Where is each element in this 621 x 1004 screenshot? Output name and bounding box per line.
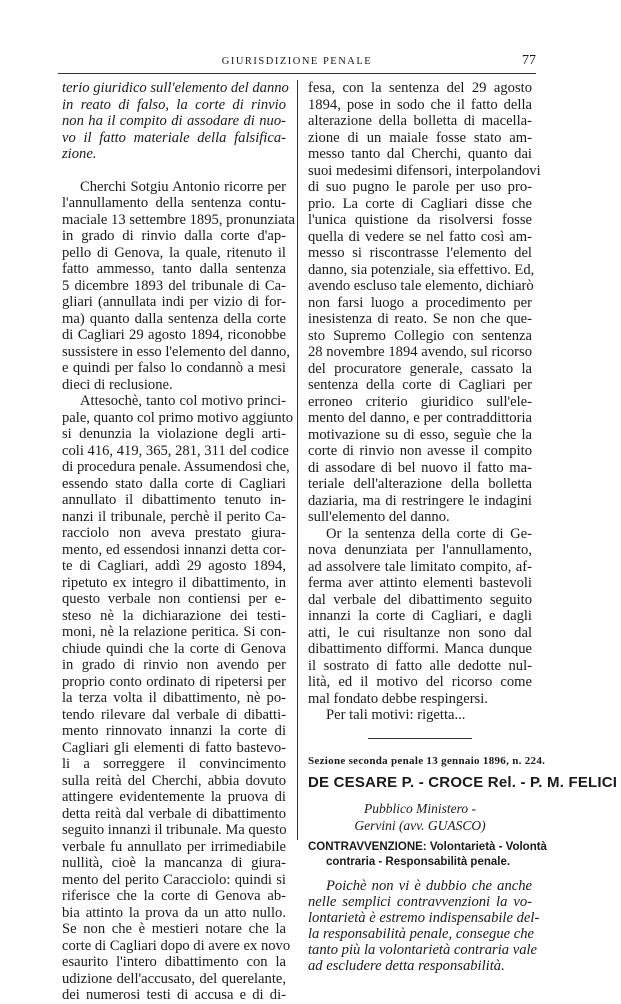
text-line: attingere evidentemente la pruova di [62, 789, 286, 805]
text-line: vo il fatto materiale della falsifica- [62, 129, 286, 146]
header-rule [58, 73, 536, 74]
text-line: mento del danno, e per contraddittoria [308, 410, 532, 426]
text-line: esaurito l'intero dibattimento con la [62, 954, 286, 970]
case-heading [308, 840, 547, 870]
text-line: racciolo non aveva prestato giura- [62, 525, 286, 541]
maxim-line: Poichè non vi è dubbio che anche [326, 878, 532, 894]
text-line: dal verbale del dibattimento seguito [308, 591, 532, 608]
text-line: pale, quanto col primo motivo aggiunto [62, 409, 294, 426]
text-line: fesa, con la sentenza del 29 agosto [308, 80, 532, 96]
text-line: di suo pugno le parole per uso pro- [308, 179, 532, 195]
case-maxim [308, 878, 540, 974]
text-line: proprio conto ordinato di ripetersi per [62, 673, 286, 690]
section-line: Sezione seconda penale 13 gennaio 1896, n. 224. [308, 754, 546, 767]
maxim-line: lontarietà è estremo indispensabile del- [308, 910, 540, 926]
text-line: sull'elemento del danno. [308, 509, 450, 525]
text-line: Cherchi Sotgiu Antonio ricorre per [80, 178, 286, 195]
text-line: te di Cagliari, addì 29 agosto 1894, [62, 558, 286, 574]
text-line: di procedura penale. Assumendosi che, [62, 459, 290, 475]
maxim-line: tanto più la volontarietà contraria vale [308, 942, 538, 958]
text-line: zione. [62, 146, 97, 162]
text-line: fatto ammesso, tanto dalla sentenza [62, 261, 286, 277]
text-line: 1894, pose in sodo che il fatto della [308, 96, 532, 113]
text-line: mento rinnovato innanzi la corte di [62, 723, 286, 739]
text-line: l'annullamento della sentenza contu- [62, 195, 286, 211]
text-line: sentenza della corte di Cagliari per [308, 377, 532, 393]
text-line: corte di Cagliari dopo di avere ex novo [62, 937, 291, 954]
text-line: messo si riscontrasse l'elemento del [308, 245, 532, 261]
text-line: zione di un maiale fosse stato am- [308, 129, 532, 146]
names-line: DE CESARE P. - CROCE Rel. - P. M. FELICI [308, 774, 618, 791]
text-line: mento, ed essendosi innanzi detta cor- [62, 541, 286, 558]
text-line: nullità, cioè la mancanza di giura- [62, 855, 286, 871]
text-line: di Cagliari 29 agosto 1894, riconobbe [62, 327, 286, 343]
maxim-line: nelle semplici contravvenzioni la vo- [308, 894, 532, 910]
text-line: Per tali motivi: rigetta... [326, 707, 466, 723]
text-line: ad assolvere tale limitato compito, af- [308, 558, 532, 575]
text-line: daziaria, ma di restringere le indagini [308, 492, 532, 509]
text-line: non ha il compito di assodare di nuo- [62, 113, 286, 129]
parties-line-2: Gervini (avv. GUASCO) [354, 817, 486, 833]
text-line: l'unica quistione da risolversi fosse [308, 212, 532, 228]
column-divider [297, 80, 298, 840]
parties-line-1: Pubblico Ministero - [364, 801, 476, 816]
text-line: terio giuridico sull'elemento del danno [62, 80, 289, 96]
text-line: del procuratore generale, cassato la [308, 360, 532, 377]
text-line: suoi medesimi difensori, interpolandovi [308, 162, 541, 179]
text-line: gliari (annullata indi per vizio di for- [62, 294, 286, 310]
text-line: inesistenza di reato. Se non che que- [308, 311, 532, 327]
running-title: GIURISDIZIONE PENALE [221, 56, 373, 67]
text-line: in grado di rinvio dalla corte d'ap- [62, 228, 286, 244]
text-line: mento del perito Caracciolo: quindi si [62, 871, 286, 888]
right-column [308, 80, 618, 974]
text-line: non farsi luogo a procedimento per [308, 294, 532, 311]
text-line: Or la sentenza della corte di Ge- [326, 525, 532, 542]
text-line: sussistere in esso l'elemento del danno, [62, 343, 290, 360]
text-line: prio. La corte di Cagliari disse che [308, 195, 532, 212]
page-number: 77 [522, 53, 536, 68]
text-line: innanzi la corte di Cagliari, e dagli [308, 608, 532, 624]
text-line: essendo stato dalla corte di Cagliari [62, 475, 286, 492]
text-line: coli 416, 419, 365, 281, 311 del codice [62, 442, 289, 459]
text-line: annullato il dibattimento tenuto in- [62, 492, 286, 508]
text-line: nanzi il tribunale, perchè il perito Ca- [62, 508, 286, 525]
text-line: quella di vedere se nel fatto così am- [308, 228, 532, 245]
text-line: di assodare di bel nuovo il fatto ma- [308, 459, 532, 476]
text-line: teriale dell'alterazione della bolletta [308, 476, 532, 492]
text-line: questo verbale non contiensi per e- [62, 591, 286, 607]
text-line: li a sorreggere il convincimento [62, 756, 286, 772]
paragraph-gap [62, 163, 286, 179]
text-line: pello di Genova, la quale, ritenuto il [62, 244, 286, 261]
text-line: Cagliari gli elementi di fatto bastevo- [62, 739, 286, 756]
text-line: ferma aver attinto elementi bastevoli [308, 575, 532, 591]
maxim-line: ad escludere detta responsabilità. [308, 958, 505, 974]
text-line: mal fondato debbe respingersi. [308, 690, 488, 707]
text-line: il sostrato di fatto alle dedotte nul- [308, 657, 532, 674]
text-line: dieci di reclusione. [62, 376, 173, 393]
maxim-continuation [62, 80, 289, 163]
text-line: steso nè la dichiarazione dei testi- [62, 607, 286, 624]
text-line: in reato di falso, la corte di rinvio [62, 96, 286, 113]
body-text [62, 178, 296, 1004]
text-line: corte di rinvio non avesse il compito [308, 443, 532, 459]
text-line: detta reità dal verbale di dibattimento [62, 805, 286, 822]
text-line: nova denunziata per l'annullamento, [308, 542, 532, 558]
running-header [58, 54, 536, 72]
body-text [308, 80, 541, 724]
text-line: erroneo criterio giuridico sull'ele- [308, 393, 532, 410]
text-line: 5 dicembre 1893 del tribunale di Ca- [62, 277, 286, 294]
maxim-line: la responsabilità penale, consegue che [308, 926, 535, 942]
text-line: avendo escluso tale elemento, dichiarò [308, 278, 534, 294]
left-column [62, 80, 296, 1004]
text-line: messo tanto dal Cherchi, quanto dai [308, 146, 532, 162]
text-line: si denunzia la violazione degli arti- [62, 426, 286, 442]
text-line: dei numerosi testi di accusa e di di- [62, 987, 286, 1003]
text-line: Attesochè, tanto col motivo princi- [80, 393, 286, 409]
text-line: verbale fu annullato per irrimediabile [62, 838, 286, 855]
text-line: ripetuto ex integro il dibattimento, in [62, 574, 286, 591]
text-line: bia attinto la prova da un atto nullo. [62, 904, 286, 921]
section-separator [368, 738, 472, 739]
text-line: udizione dell'accusato, del querelante, [62, 970, 286, 987]
text-line: motivazione su di esso, seguìe che la [308, 426, 532, 443]
text-line: alterazione della bolletta di macella- [308, 113, 532, 129]
text-line: atti, le cui risultanze non sono dal [308, 624, 532, 641]
text-line: moni, nè la relazione peritica. Si con- [62, 624, 286, 640]
text-line: 28 novembre 1894 avendo, sul ricorso [308, 344, 532, 360]
text-line: dibattimento difformi. Manca dunque [308, 641, 532, 657]
text-line: chiude quindi che la corte di Genova [62, 640, 286, 657]
text-line: seguito innanzi il tribunale. Ma questo [62, 822, 287, 838]
text-line: tendo rilevare dal verbale di dibatti- [62, 706, 286, 723]
text-line: la terza volta il dibattimento, nè po- [62, 690, 286, 706]
text-line: Se non che è mestieri notare che la [62, 921, 286, 937]
text-line: danno, sia potenziale, sia effettivo. Ed, [308, 261, 535, 278]
text-line: maciale 13 settembre 1895, pronunziata [62, 211, 296, 228]
text-line: riferisce che la corte di Genova ab- [62, 888, 286, 904]
text-line: in grado di rinvio non avendo per [62, 657, 286, 673]
text-line: sto Supremo Collegio con sentenza [308, 327, 532, 344]
heading-line: CONTRAVVENZIONE: Volontarietà - Volontà [308, 841, 547, 853]
text-line: ma) quanto dalla sentenza della corte [62, 310, 286, 327]
text-line: lità, ed il motivo del ricorso come [308, 674, 532, 690]
text-line: e quindi per falso lo condannò a mesi [62, 360, 286, 376]
text-line: sulla reità del Cherchi, abbia dovuto [62, 772, 286, 789]
heading-line: contraria - Responsabilità penale. [326, 856, 511, 868]
